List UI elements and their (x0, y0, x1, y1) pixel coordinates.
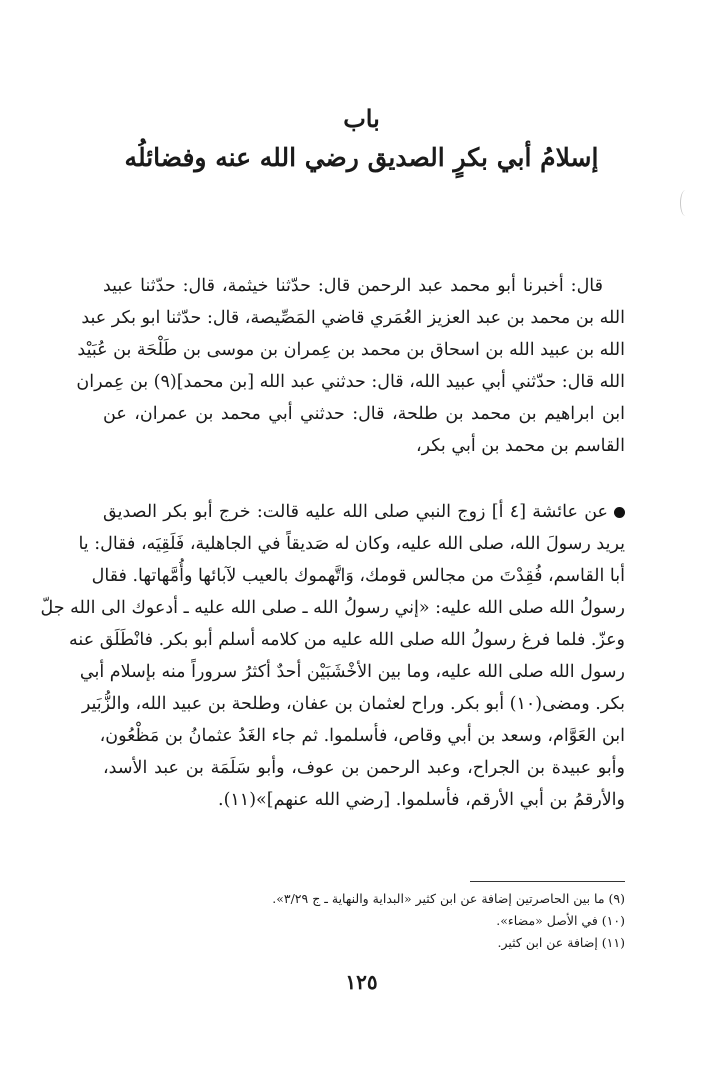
text-line: الله بن محمد بن عبد العزيز العُمَري قاضي المَصِّيصة، قال: حدّثنا ابو بكر عبد (81, 308, 625, 328)
text-line: الله قال: حدّثني أبي عبيد الله، قال: حدثني عبد الله [بن محمد](٩) بن عِمران (76, 372, 625, 392)
text-line: ابن ابراهيم بن محمد بن طلحة، قال: حدثني أبي محمد بن عمران، عن (103, 404, 625, 424)
text-line: ابن العَوَّام، وسعد بن أبي وقاص، فأسلموا. ثم جاء الغَدُ عثمانُ بن مَظْعُون، (99, 726, 625, 746)
footnote-divider (470, 881, 625, 882)
page-number: ١٢٥ (345, 970, 378, 994)
isnad-paragraph (76, 270, 625, 462)
chapter-label: باب (343, 104, 380, 133)
hadith-paragraph (40, 496, 625, 816)
text-line: رسولُ الله صلى الله عليه: «إني رسولُ الله ـ صلى الله عليه ـ أدعوك الى الله جلّ (40, 598, 625, 618)
text-line: رسول الله صلى الله عليه، وما بين الأخْشَبَيْن أحدٌ أكثرُ سروراً منه بإسلام أبي (79, 662, 625, 682)
text-line: والأرقمُ بن أبي الأرقم، فأسلموا. [رضي الله عنهم]»(١١). (218, 790, 625, 810)
text-line: وأبو عبيدة بن الجراح، وعبد الرحمن بن عوف، وأبو سَلَمَة بن عبد الأسد، (103, 758, 625, 778)
chapter-title: إسلامُ أبي بكرٍ الصديق رضي الله عنه وفضائلُه (124, 143, 599, 172)
footnote-9: (٩) ما بين الحاصرتين إضافة عن ابن كثير «البداية والنهاية ـ ج ٣/٢٩». (272, 891, 625, 906)
text-line: بكر. ومضى(١٠) أبو بكر. وراح لعثمان بن عفان، وطلحة بن عبيد الله، والزُّبَير (81, 694, 625, 714)
footnote-10: (١٠) في الأصل «مضاء». (496, 913, 625, 928)
text-line: قال: أخبرنا أبو محمد عبد الرحمن قال: حدّثنا خيثمة، قال: حدّثنا عبيد (103, 276, 603, 296)
text-line (103, 496, 625, 528)
text-line: الله بن عبيد الله بن اسحاق بن محمد بن عِمران بن موسى بن طَلْحَة بن عُبَيْد (77, 340, 625, 360)
text-line-content: عن عائشة [٤ أ] زوج النبي صلى الله عليه قالت: خرج أبو بكر الصديق (103, 502, 608, 522)
text-line: يريد رسولَ الله، صلى الله عليه، وكان له صَديقاً في الجاهلية، فَلَقِيَه، فقال: يا (78, 534, 625, 554)
margin-bracket-mark (680, 190, 691, 216)
text-line: أبا القاسم، فُقِدْتَ من مجالس قومك، وَاتَّهموك بالعيب لآبائها وأُمَّهاتها. فقال (91, 566, 625, 586)
bullet-icon (614, 507, 625, 518)
text-line: وعزّ. فلما فرغ رسولُ الله صلى الله عليه من كلامه أسلم أبو بكر. فانْطَلَق عنه (69, 630, 625, 650)
footnotes (103, 888, 625, 954)
text-line: القاسم بن محمد بن أبي بكر، (415, 436, 625, 456)
footnote-11: (١١) إضافة عن ابن كثير. (497, 935, 625, 950)
